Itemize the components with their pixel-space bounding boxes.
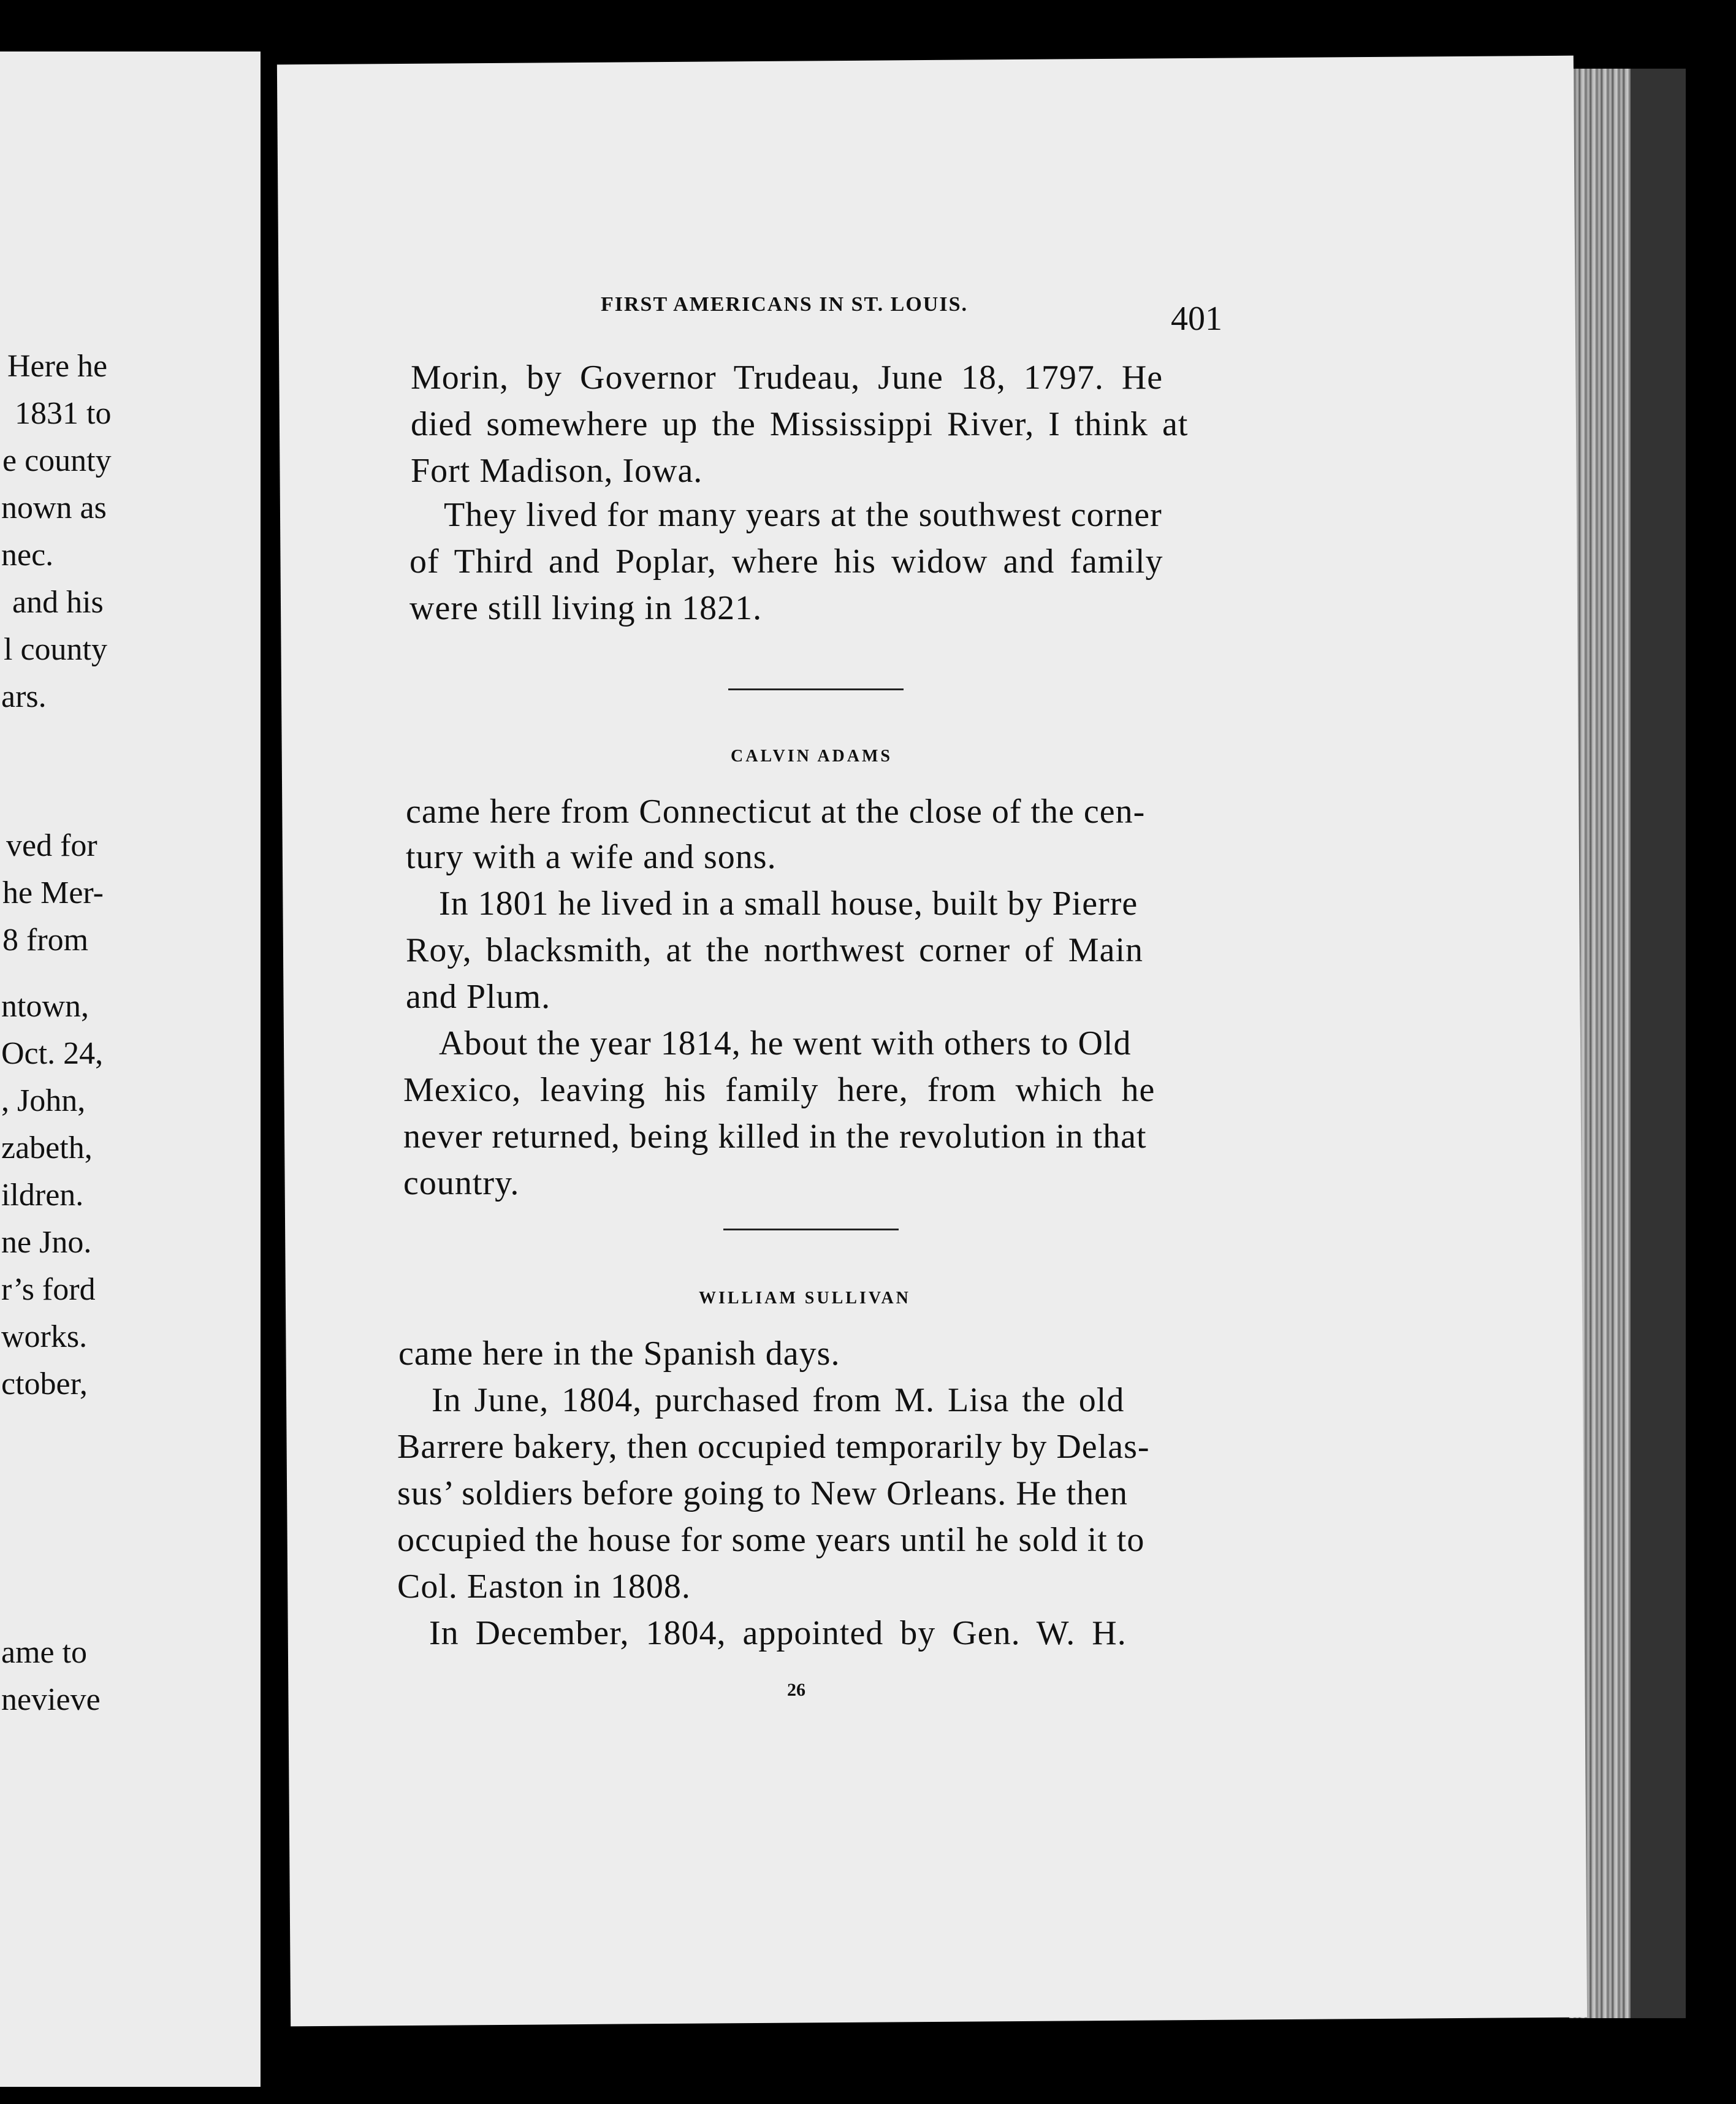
- left-page-line: ne Jno.: [1, 1225, 92, 1260]
- section-divider: [723, 1229, 899, 1230]
- page-number: 401: [1171, 300, 1222, 338]
- left-page-line: ame to: [1, 1635, 88, 1670]
- left-page-line: he Mer-: [2, 875, 104, 910]
- left-page-line: Oct. 24,: [1, 1036, 104, 1071]
- text-line: occupied the house for some years until he sold it to: [397, 1521, 1145, 1559]
- text-line: and Plum.: [406, 978, 551, 1016]
- left-page-line: 8 from: [2, 923, 89, 958]
- signature-mark: 26: [787, 1680, 805, 1700]
- text-line: of Third and Poplar, where his widow and family: [409, 543, 1163, 581]
- text-line: died somewhere up the Mississippi River, I think at: [411, 405, 1189, 443]
- left-page-line: works.: [1, 1319, 88, 1354]
- left-page-line: ctober,: [1, 1366, 88, 1401]
- left-page-line: ntown,: [1, 989, 89, 1024]
- text-line: tury with a wife and sons.: [406, 838, 777, 876]
- left-page-line: e county: [2, 443, 112, 478]
- left-page: [0, 51, 261, 2087]
- running-header: FIRST AMERICANS IN ST. LOUIS.: [601, 293, 968, 316]
- text-line: sus’ soldiers before going to New Orleans. He then: [397, 1474, 1129, 1512]
- left-page-line: nevieve: [1, 1682, 101, 1717]
- left-page-line: Here he: [7, 349, 108, 384]
- text-line: Mexico, leaving his family here, from which he: [403, 1071, 1155, 1109]
- text-line: Barrere bakery, then occupied temporarily by Delas-: [397, 1428, 1150, 1466]
- text-line: Roy, blacksmith, at the northwest corner of Main: [406, 931, 1143, 969]
- left-page-line: , John,: [1, 1083, 86, 1118]
- section-heading-william-sullivan: WILLIAM SULLIVAN: [699, 1289, 911, 1308]
- left-page-line: nec.: [1, 538, 54, 573]
- text-line: country.: [403, 1164, 520, 1202]
- left-page-line: r’s ford: [1, 1272, 96, 1307]
- left-page-line: and his: [12, 585, 104, 620]
- left-page-line: ars.: [1, 679, 47, 714]
- text-line: In December, 1804, appointed by Gen. W. H.: [429, 1614, 1127, 1652]
- left-page-line: ildren.: [1, 1178, 84, 1213]
- left-page-line: ved for: [6, 828, 97, 863]
- text-line: Fort Madison, Iowa.: [411, 452, 703, 490]
- left-page-line: 1831 to: [15, 396, 112, 431]
- section-heading-calvin-adams: CALVIN ADAMS: [731, 747, 893, 766]
- left-page-line: nown as: [1, 490, 107, 525]
- page-edges: [1569, 69, 1686, 2018]
- text-line: About the year 1814, he went with others to Old: [439, 1024, 1132, 1062]
- text-line: In June, 1804, purchased from M. Lisa the old: [432, 1381, 1125, 1419]
- text-line: came here in the Spanish days.: [398, 1335, 840, 1373]
- text-line: were still living in 1821.: [409, 589, 763, 627]
- text-line: Col. Easton in 1808.: [397, 1568, 691, 1606]
- text-line: In 1801 he lived in a small house, built by Pierre: [439, 885, 1138, 923]
- section-divider: [728, 688, 904, 690]
- text-line: Morin, by Governor Trudeau, June 18, 1797. He: [411, 359, 1163, 397]
- text-line: They lived for many years at the southwest corner: [444, 496, 1162, 534]
- text-line: never returned, being killed in the revolution in that: [403, 1118, 1147, 1156]
- text-line: came here from Connecticut at the close of the cen-: [406, 793, 1146, 831]
- left-page-line: l county: [4, 632, 107, 667]
- left-page-line: zabeth,: [1, 1130, 93, 1165]
